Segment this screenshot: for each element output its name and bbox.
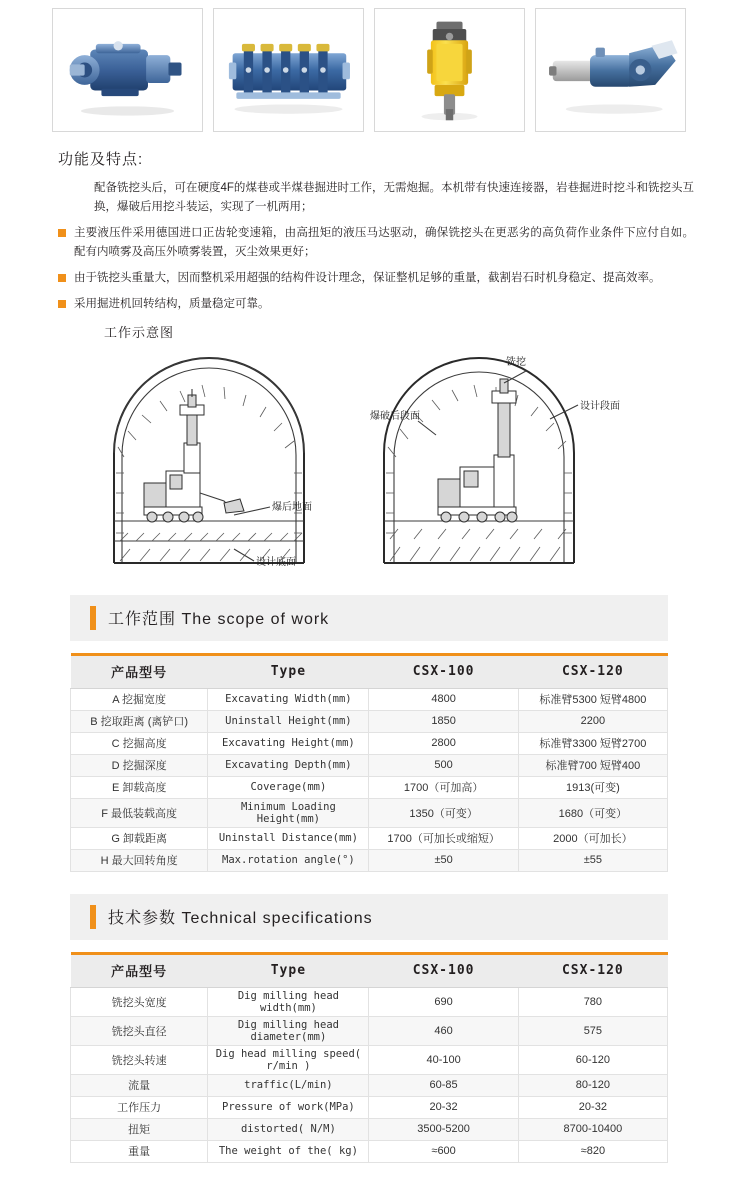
cell-csx100: 20-32 xyxy=(369,1096,518,1118)
column-header: CSX-100 xyxy=(369,654,518,688)
thumbnail-milling-head[interactable] xyxy=(535,8,686,132)
cell-csx120: 60-120 xyxy=(518,1045,667,1074)
cell-csx120: 标准臂3300 短臂2700 xyxy=(518,732,667,754)
cell-csx100: 1700（可加高） xyxy=(369,776,518,798)
cell-param: H 最大回转角度 xyxy=(71,849,208,871)
table-row xyxy=(71,754,668,776)
cell-csx100: 60-85 xyxy=(369,1074,518,1096)
label-bottom: 设计底面 xyxy=(256,556,296,568)
table-row xyxy=(71,776,668,798)
feature-text: 主要液压件采用德国进口正齿轮变速箱，由高扭矩的液压马达驱动，确保铣挖头在更恶劣的高负荷作业条件下应付自如。配有内喷雾及高压外喷雾装置，灭尘效果更好； xyxy=(74,226,694,258)
cell-csx120: ≈820 xyxy=(518,1140,667,1162)
label-machine: 铣挖 xyxy=(506,356,526,368)
thumbnail-multi-way-valve[interactable] xyxy=(213,8,364,132)
cell-csx100: 40-100 xyxy=(369,1045,518,1074)
technical-specifications-section xyxy=(0,894,738,1163)
cell-param: 重量 xyxy=(71,1140,208,1162)
cell-type: Dig head milling speed( r/min ) xyxy=(208,1045,369,1074)
cell-csx120: 1680（可变） xyxy=(518,798,667,827)
diagram-svg xyxy=(84,343,692,573)
cell-csx120: 20-32 xyxy=(518,1096,667,1118)
cell-param: C 挖掘高度 xyxy=(71,732,208,754)
cell-csx120: 2000（可加长） xyxy=(518,827,667,849)
thumbnail-hydraulic-pump[interactable] xyxy=(52,8,203,132)
cell-type: Dig milling head diameter(mm) xyxy=(208,1016,369,1045)
bullet-icon xyxy=(58,300,66,308)
cell-type: Excavating Width(mm) xyxy=(208,688,369,710)
feature-item xyxy=(58,295,694,314)
cell-param: D 挖掘深度 xyxy=(71,754,208,776)
cell-csx100: 460 xyxy=(369,1016,518,1045)
table-row xyxy=(71,987,668,1016)
hydraulic-breaker-photo xyxy=(375,9,524,131)
diagram-right xyxy=(370,355,620,563)
working-diagram xyxy=(0,343,738,573)
table-row xyxy=(71,688,668,710)
machine-right xyxy=(438,379,517,522)
cell-csx100: 3500-5200 xyxy=(369,1118,518,1140)
label-ground: 爆后地面 xyxy=(272,501,312,513)
table-header-row xyxy=(71,654,668,688)
table-row xyxy=(71,1074,668,1096)
cell-param: 铣挖头转速 xyxy=(71,1045,208,1074)
cell-csx100: ±50 xyxy=(369,849,518,871)
table-row xyxy=(71,1140,668,1162)
table-row xyxy=(71,732,668,754)
cell-csx100: 4800 xyxy=(369,688,518,710)
feature-text: 采用掘进机回转结构，质量稳定可靠。 xyxy=(74,297,270,310)
table-row xyxy=(71,798,668,827)
cell-param: F 最低装载高度 xyxy=(71,798,208,827)
cell-param: E 卸载高度 xyxy=(71,776,208,798)
cell-param: 铣挖头直径 xyxy=(71,1016,208,1045)
bullet-icon xyxy=(58,274,66,282)
cell-csx120: 80-120 xyxy=(518,1074,667,1096)
cell-csx120: 8700-10400 xyxy=(518,1118,667,1140)
cell-csx120: 1913(可变) xyxy=(518,776,667,798)
feature-text: 由于铣挖头重量大，因而整机采用超强的结构件设计理念，保证整机足够的重量，截割岩石时机身稳定、提高效率。 xyxy=(74,271,661,284)
column-header: CSX-120 xyxy=(518,654,667,688)
table-row xyxy=(71,849,668,871)
features-list xyxy=(58,179,694,314)
cell-type: Max.rotation angle(°) xyxy=(208,849,369,871)
machine-left xyxy=(144,389,244,522)
accent-bar-icon xyxy=(90,905,96,929)
column-header: 产品型号 xyxy=(71,654,208,688)
cell-param: 流量 xyxy=(71,1074,208,1096)
column-header: Type xyxy=(208,953,369,987)
feature-item xyxy=(58,179,694,217)
tech-section-title: 技术参数 Technical specifications xyxy=(108,910,373,928)
column-header: 产品型号 xyxy=(71,953,208,987)
table-row xyxy=(71,1045,668,1074)
thumbnail-hydraulic-breaker[interactable] xyxy=(374,8,525,132)
cell-type: Dig milling head width(mm) xyxy=(208,987,369,1016)
cell-type: Minimum Loading Height(mm) xyxy=(208,798,369,827)
scope-table xyxy=(70,653,668,872)
feature-item xyxy=(58,269,694,288)
cell-param: G 卸载距离 xyxy=(71,827,208,849)
label-design: 设计段面 xyxy=(580,400,620,412)
feature-text: 配备铣挖头后，可在硬度4F的煤巷或半煤巷掘进时工作，无需炮掘。本机带有快速连接器，岩巷掘进时挖斗和铣挖头互换，爆破后用挖斗装运，实现了一机两用； xyxy=(94,182,694,213)
cell-csx100: ≈600 xyxy=(369,1140,518,1162)
cell-type: The weight of the( kg) xyxy=(208,1140,369,1162)
cell-param: B 挖取距离 (离铲口) xyxy=(71,710,208,732)
cell-param: 工作压力 xyxy=(71,1096,208,1118)
cell-type: Uninstall Height(mm) xyxy=(208,710,369,732)
cell-type: Excavating Depth(mm) xyxy=(208,754,369,776)
cell-csx100: 2800 xyxy=(369,732,518,754)
table-row xyxy=(71,1016,668,1045)
column-header: CSX-120 xyxy=(518,953,667,987)
cell-type: distorted( N/M) xyxy=(208,1118,369,1140)
feature-item xyxy=(58,224,694,262)
cell-param: A 挖掘宽度 xyxy=(71,688,208,710)
hydraulic-pump-photo xyxy=(53,9,202,131)
table-row xyxy=(71,1096,668,1118)
table-row xyxy=(71,1118,668,1140)
table-header-row xyxy=(71,953,668,987)
cell-csx100: 1850 xyxy=(369,710,518,732)
accent-bar-icon xyxy=(90,606,96,630)
cell-param: 铣挖头宽度 xyxy=(71,987,208,1016)
cell-csx120: 标准臂700 短臂400 xyxy=(518,754,667,776)
cell-csx120: ±55 xyxy=(518,849,667,871)
label-section: 爆破后段面 xyxy=(370,410,420,422)
features-section xyxy=(0,132,738,314)
cell-param: 扭矩 xyxy=(71,1118,208,1140)
table-row xyxy=(71,710,668,732)
cell-type: Uninstall Distance(mm) xyxy=(208,827,369,849)
scope-section-title: 工作范围 The scope of work xyxy=(108,611,330,629)
cell-type: traffic(L/min) xyxy=(208,1074,369,1096)
cell-csx100: 1700（可加长或缩短） xyxy=(369,827,518,849)
tech-section-header xyxy=(70,894,668,940)
cell-type: Excavating Height(mm) xyxy=(208,732,369,754)
cell-csx120: 575 xyxy=(518,1016,667,1045)
cell-csx100: 690 xyxy=(369,987,518,1016)
cell-csx100: 1350（可变） xyxy=(369,798,518,827)
multi-way-valve-photo xyxy=(214,9,363,131)
scope-of-work-section xyxy=(0,595,738,872)
scope-section-header xyxy=(70,595,668,641)
bullet-icon xyxy=(58,229,66,237)
cell-csx120: 标准臂5300 短臂4800 xyxy=(518,688,667,710)
cell-csx100: 500 xyxy=(369,754,518,776)
diagram-title: 工作示意图 xyxy=(104,324,175,340)
column-header: Type xyxy=(208,654,369,688)
cell-type: Coverage(mm) xyxy=(208,776,369,798)
tech-table xyxy=(70,952,668,1163)
diagram-left xyxy=(114,358,312,568)
cell-csx120: 2200 xyxy=(518,710,667,732)
cell-type: Pressure of work(MPa) xyxy=(208,1096,369,1118)
table-row xyxy=(71,827,668,849)
product-thumbnail-strip xyxy=(0,0,738,132)
column-header: CSX-100 xyxy=(369,953,518,987)
cell-csx120: 780 xyxy=(518,987,667,1016)
features-heading: 功能及特点: xyxy=(58,151,144,168)
milling-head-photo xyxy=(536,9,685,131)
